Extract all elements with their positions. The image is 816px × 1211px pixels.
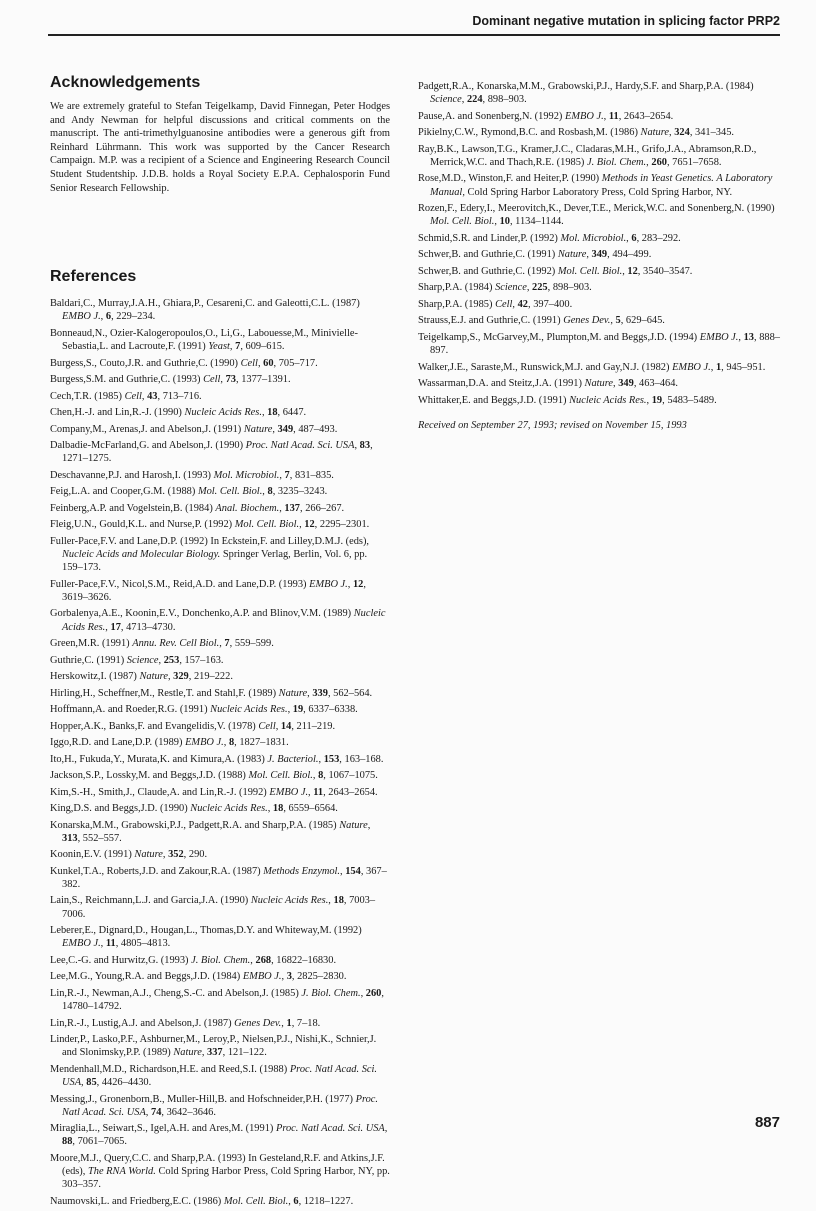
reference-journal: Cell bbox=[124, 390, 142, 402]
reference-pages: 2643–2654. bbox=[328, 786, 378, 798]
reference-journal: Mol. Cell. Biol. bbox=[430, 216, 495, 228]
reference-pages: 831–835. bbox=[294, 469, 334, 481]
reference-item: Cech,T.R. (1985) Cell, 43, 713–716. bbox=[50, 390, 202, 402]
reference-journal: Nucleic Acids Res. bbox=[184, 407, 262, 419]
reference-authors: Kunkel,T.A., Roberts,J.D. and Zakour,R.A. (1987) bbox=[50, 865, 261, 877]
reference-pages: 7–18. bbox=[296, 1017, 321, 1029]
reference-volume: 137 bbox=[284, 502, 300, 514]
reference-volume: 88 bbox=[62, 1136, 73, 1148]
reference-item: Hopper,A.K., Banks,F. and Evangelidis,V. (1978) Cell, 14, 211–219. bbox=[50, 720, 336, 732]
reference-pages: 3642–3646. bbox=[166, 1106, 216, 1118]
reference-authors: Mendenhall,M.D., Richardson,H.E. and Reed,S.I. (1988) bbox=[50, 1063, 288, 1075]
reference-volume: 349 bbox=[591, 249, 608, 261]
reference-pages: 487–493. bbox=[298, 423, 338, 435]
reference-item: Iggo,R.D. and Lane,D.P. (1989) EMBO J., 8, 1827–1831. bbox=[50, 737, 289, 749]
reference-volume: 12 bbox=[627, 265, 638, 277]
reference-journal: Nature bbox=[278, 687, 308, 699]
reference-item: Padgett,R.A., Konarska,M.M., Grabowski,P.J., Hardy,S.F. and Sharp,P.A. (1984) Science, 224, 898–903. bbox=[418, 81, 754, 106]
reference-pages: 2643–2654. bbox=[623, 110, 674, 122]
reference-volume: 1 bbox=[715, 361, 722, 373]
reference-volume: 8 bbox=[267, 486, 273, 498]
reference-volume: 8 bbox=[318, 770, 324, 782]
reference-authors: Walker,J.E., Saraste,M., Runswick,M.J. and Gay,N.J. (1982) bbox=[418, 361, 670, 373]
reference-volume: 352 bbox=[168, 849, 184, 861]
reference-volume: 224 bbox=[466, 94, 483, 106]
reference-journal: J. Biol. Chem. bbox=[301, 987, 361, 999]
reference-item: Burgess,S.M. and Guthrie,C. (1993) Cell, 73, 1377–1391. bbox=[50, 374, 291, 386]
reference-item: Lin,R.-J., Newman,A.J., Cheng,S.-C. and Abelson,J. (1985) J. Biol. Chem., 260, 14780–14792. bbox=[50, 987, 384, 1013]
reference-authors: Fuller-Pace,F.V. and Lane,D.P. (1992) In Eckstein,F. and Lilley,D.M.J. (eds), bbox=[50, 535, 370, 547]
reference-pages: 7651–7658. bbox=[672, 156, 722, 168]
reference-item bbox=[418, 172, 782, 198]
reference-item: Teigelkamp,S., McGarvey,M., Plumpton,M. and Beggs,J.D. (1994) EMBO J., 13, 888–897. bbox=[418, 331, 780, 357]
reference-journal: EMBO J. bbox=[309, 578, 348, 590]
reference-volume: 337 bbox=[207, 1047, 223, 1059]
page-number: 887 bbox=[754, 1114, 780, 1131]
reference-volume: 11 bbox=[105, 938, 116, 950]
reference-item bbox=[50, 1152, 390, 1192]
reference-volume: 6 bbox=[631, 232, 637, 244]
reference-volume: 154 bbox=[345, 865, 361, 877]
reference-volume: 85 bbox=[86, 1077, 97, 1088]
reference-volume: 7 bbox=[284, 469, 290, 481]
reference-journal: EMBO J. bbox=[242, 971, 282, 983]
reference-pages: 713–716. bbox=[162, 390, 202, 402]
reference-journal: EMBO J. bbox=[565, 110, 604, 122]
reference-authors: Ray,B.K., Lawson,T.G., Kramer,J.C., Cladaras,M.H., Grifo,J.A., Abramson,R.D., Merrick,W.C. and Thach,R.E. (1985) bbox=[418, 143, 757, 168]
reference-item bbox=[50, 535, 390, 575]
reference-authors: Kim,S.-H., Smith,J., Claude,A. and Lin,R.-J. (1992) bbox=[50, 786, 267, 798]
reference-item: Ito,H., Fukuda,Y., Murata,K. and Kimura,A. (1983) J. Bacteriol., 153, 163–168. bbox=[50, 753, 384, 765]
reference-item: Linder,P., Lasko,P.F., Ashburner,M., Leroy,P., Nielsen,P.J., Nishi,K., Schnier,J. and Slonimsky,P.P. (1989) Nature, 337, 121–122. bbox=[50, 1034, 377, 1059]
reference-volume: 1 bbox=[286, 1017, 292, 1029]
reference-pages: 1218–1227. bbox=[303, 1195, 354, 1207]
reference-list-right bbox=[418, 80, 782, 407]
reference-item: Koonin,E.V. (1991) Nature, 352, 290. bbox=[50, 849, 208, 861]
reference-pages: 945–951. bbox=[726, 361, 766, 373]
reference-item: Lee,M.G., Young,R.A. and Beggs,J.D. (1984) EMBO J., 3, 2825–2830. bbox=[50, 971, 347, 983]
reference-authors: Cech,T.R. (1985) bbox=[50, 390, 122, 402]
reference-journal: Nucleic Acids Res. bbox=[210, 704, 288, 716]
reference-pages: 888–897. bbox=[430, 331, 780, 357]
reference-authors: Fuller-Pace,F.V., Nicol,S.M., Reid,A.D. and Lane,D.P. (1993) bbox=[50, 578, 307, 590]
reference-item: Burgess,S., Couto,J.R. and Guthrie,C. (1990) Cell, 60, 705–717. bbox=[50, 357, 318, 369]
reference-volume: 260 bbox=[651, 156, 667, 168]
reference-journal: Mol. Microbiol. bbox=[213, 469, 280, 481]
reference-pages: 552–557. bbox=[82, 832, 122, 844]
reference-item: Bonneaud,N., Ozier-Kalogeropoulos,O., Li,G., Labouesse,M., Minivielle-Sebastia,L. and Lacroute,F. (1991) Yeast, 7, 609–615. bbox=[50, 327, 358, 353]
reference-journal: Proc. Natl Acad. Sci. USA bbox=[62, 1063, 377, 1088]
reference-authors: Sharp,P.A. (1984) bbox=[418, 282, 493, 294]
reference-journal: Proc. Natl Acad. Sci. USA bbox=[275, 1123, 385, 1135]
reference-journal: Mol. Cell. Biol. bbox=[223, 1195, 289, 1207]
reference-authors: Miraglia,L., Seiwart,S., Igel,A.H. and Ares,M. (1991) bbox=[50, 1123, 274, 1135]
reference-item: Feinberg,A.P. and Vogelstein,B. (1984) Anal. Biochem., 137, 266–267. bbox=[50, 502, 345, 514]
reference-authors: Lain,S., Reichmann,L.J. and Garcia,J.A. (1990) bbox=[50, 895, 249, 907]
reference-volume: 3 bbox=[286, 971, 292, 983]
reference-item: Feig,L.A. and Cooper,G.M. (1988) Mol. Cell. Biol., 8, 3235–3243. bbox=[50, 486, 328, 498]
reference-authors: Koonin,E.V. (1991) bbox=[50, 849, 132, 861]
reference-volume: 7 bbox=[224, 638, 230, 650]
reference-journal: Cell bbox=[240, 357, 258, 369]
reference-volume: 14 bbox=[280, 720, 292, 732]
reference-authors: Messing,J., Gronenborn,B., Muller-Hill,B. and Hofschneider,P.H. (1977) bbox=[50, 1093, 353, 1105]
reference-authors: Strauss,E.J. and Guthrie,C. (1991) bbox=[418, 315, 561, 327]
reference-item: Messing,J., Gronenborn,B., Muller-Hill,B. and Hofschneider,P.H. (1977) Proc. Natl Acad. Sci. USA, 74, 3642–3646. bbox=[50, 1093, 379, 1118]
reference-item: Lee,C.-G. and Hurwitz,G. (1993) J. Biol. Chem., 268, 16822–16830. bbox=[50, 954, 337, 966]
reference-journal: Science bbox=[495, 282, 527, 294]
reference-volume: 6 bbox=[293, 1195, 299, 1207]
reference-authors: Herskowitz,I. (1987) bbox=[50, 671, 137, 683]
reference-item: Gorbalenya,A.E., Koonin,E.V., Donchenko,A.P. and Blinov,V.M. (1989) Nucleic Acids Res., 17, 4713–4730. bbox=[50, 608, 386, 633]
reference-pages: Springer Verlag, Berlin, Vol. 6, pp. 159–173. bbox=[62, 548, 368, 574]
reference-journal: Nucleic Acids Res. bbox=[250, 895, 329, 907]
reference-journal: EMBO J. bbox=[699, 331, 739, 343]
reference-item: Wassarman,D.A. and Steitz,J.A. (1991) Nature, 349, 463–464. bbox=[418, 378, 678, 390]
reference-authors: Company,M., Arenas,J. and Abelson,J. (1991) bbox=[50, 423, 242, 435]
reference-authors: Ito,H., Fukuda,Y., Murata,K. and Kimura,A. (1983) bbox=[50, 753, 265, 765]
reference-authors: Feig,L.A. and Cooper,G.M. (1988) bbox=[50, 486, 196, 498]
reference-journal: Annu. Rev. Cell Biol. bbox=[132, 638, 220, 650]
reference-journal: Nature bbox=[134, 849, 163, 861]
reference-pages: 14780–14792. bbox=[62, 1001, 122, 1013]
reference-journal: Science bbox=[126, 654, 159, 666]
reference-pages: 4426–4430. bbox=[101, 1077, 152, 1088]
reference-volume: 339 bbox=[312, 687, 328, 699]
reference-pages: 562–564. bbox=[333, 687, 373, 699]
reference-authors: Teigelkamp,S., McGarvey,M., Plumpton,M. and Beggs,J.D. (1994) bbox=[418, 331, 698, 343]
reference-authors: Konarska,M.M., Grabowski,P.J., Padgett,R.A. and Sharp,P.A. (1985) bbox=[50, 819, 337, 831]
references-heading: References bbox=[50, 268, 137, 286]
reference-journal: Methods in Yeast Genetics. A Laboratory Manual, bbox=[430, 173, 773, 198]
header-rule bbox=[48, 34, 780, 36]
reference-item: Deschavanne,P.J. and Harosh,I. (1993) Mol. Microbiol., 7, 831–835. bbox=[50, 469, 334, 481]
reference-pages: 2825–2830. bbox=[297, 971, 347, 983]
reference-journal: Science bbox=[430, 94, 462, 106]
reference-pages: 1067–1075. bbox=[328, 770, 378, 782]
reference-item: Guthrie,C. (1991) Science, 253, 157–163. bbox=[50, 654, 224, 666]
reference-pages: 6447. bbox=[282, 407, 307, 419]
reference-volume: 74 bbox=[151, 1106, 162, 1118]
reference-authors: Linder,P., Lasko,P.F., Ashburner,M., Leroy,P., Nielsen,P.J., Nishi,K., Schnier,J. and Slonimsky,P.P. (1989) bbox=[50, 1034, 377, 1059]
reference-volume: 17 bbox=[110, 621, 121, 633]
reference-item: Konarska,M.M., Grabowski,P.J., Padgett,R.A. and Sharp,P.A. (1985) Nature, 313, 552–557. bbox=[50, 819, 371, 844]
reference-volume: 18 bbox=[272, 803, 284, 815]
reference-volume: 225 bbox=[532, 282, 548, 294]
reference-pages: 163–168. bbox=[344, 753, 384, 765]
reference-volume: 10 bbox=[499, 216, 510, 228]
reference-authors: Lin,R.-J., Lustig,A.J. and Abelson,J. (1987) bbox=[50, 1017, 232, 1029]
reference-journal: EMBO J. bbox=[269, 786, 309, 798]
reference-authors: Pause,A. and Sonenberg,N. (1992) bbox=[418, 110, 563, 122]
reference-item: Schwer,B. and Guthrie,C. (1992) Mol. Cell. Biol., 12, 3540–3547. bbox=[418, 265, 693, 277]
reference-volume: 5 bbox=[615, 315, 621, 327]
reference-journal: J. Biol. Chem. bbox=[587, 156, 647, 168]
reference-pages: 705–717. bbox=[278, 357, 318, 369]
reference-authors: Hoffmann,A. and Roeder,R.G. (1991) bbox=[50, 704, 208, 716]
reference-authors: Dalbadie-McFarland,G. and Abelson,J. (1990) bbox=[50, 440, 244, 452]
reference-pages: 4805–4813. bbox=[120, 938, 171, 950]
reference-pages: 3540–3547. bbox=[643, 265, 693, 277]
reference-pages: Cold Spring Harbor Laboratory Press, Cold Spring Harbor, NY. bbox=[467, 186, 733, 198]
reference-item: Baldari,C., Murray,J.A.H., Ghiara,P., Cesareni,C. and Galeotti,C.L. (1987) EMBO J., 6, 229–234. bbox=[50, 298, 360, 323]
reference-pages: 2295–2301. bbox=[319, 519, 370, 531]
reference-volume: 18 bbox=[267, 407, 278, 419]
reference-authors: Jackson,S.P., Lossky,M. and Beggs,J.D. (1988) bbox=[50, 770, 246, 782]
reference-volume: 253 bbox=[163, 654, 180, 666]
reference-journal: J. Bacteriol. bbox=[267, 753, 319, 765]
reference-journal: Genes Dev. bbox=[234, 1017, 282, 1029]
reference-volume: 324 bbox=[674, 127, 690, 139]
reference-journal: Proc. Natl Acad. Sci. USA bbox=[62, 1093, 379, 1118]
reference-item: Ray,B.K., Lawson,T.G., Kramer,J.C., Cladaras,M.H., Grifo,J.A., Abramson,R.D., Merrick,W.C. and Thach,R.E. (1985) J. Biol. Chem., 260, 7651–7658. bbox=[418, 143, 757, 168]
reference-authors: Rozen,F., Edery,I., Meerovitch,K., Dever,T.E., Merick,W.C. and Sonenberg,N. (1990) bbox=[418, 203, 775, 215]
reference-item: Dalbadie-McFarland,G. and Abelson,J. (1990) Proc. Natl Acad. Sci. USA, 83, 1271–1275. bbox=[50, 440, 373, 465]
reference-volume: 12 bbox=[304, 519, 315, 531]
reference-volume: 19 bbox=[651, 394, 663, 406]
reference-journal: Nature bbox=[243, 423, 273, 435]
reference-journal: Nature bbox=[339, 819, 368, 831]
reference-pages: 1271–1275. bbox=[62, 453, 112, 465]
reference-volume: 43 bbox=[147, 390, 158, 402]
reference-authors: Deschavanne,P.J. and Harosh,I. (1993) bbox=[50, 469, 212, 481]
reference-authors: Leberer,E., Dignard,D., Hougan,L., Thomas,D.Y. and Whiteway,M. (1992) bbox=[50, 925, 362, 937]
reference-journal: Nature bbox=[584, 378, 614, 390]
reference-authors: Naumovski,L. and Friedberg,E.C. (1986) bbox=[50, 1195, 222, 1207]
reference-volume: 19 bbox=[292, 704, 304, 716]
reference-item: Hoffmann,A. and Roeder,R.G. (1991) Nucleic Acids Res., 19, 6337–6338. bbox=[50, 704, 358, 716]
reference-volume: 8 bbox=[228, 737, 235, 749]
reference-authors: Green,M.R. (1991) bbox=[50, 638, 130, 650]
reference-pages: 341–345. bbox=[695, 127, 734, 139]
reference-pages: 4713–4730. bbox=[126, 621, 176, 633]
reference-pages: 121–122. bbox=[227, 1047, 267, 1059]
reference-authors: Iggo,R.D. and Lane,D.P. (1989) bbox=[50, 737, 183, 749]
reference-journal: Proc. Natl Acad. Sci. USA bbox=[245, 440, 355, 452]
reference-pages: 5483–5489. bbox=[667, 394, 717, 406]
reference-item: Pikielny,C.W., Rymond,B.C. and Rosbash,M. (1986) Nature, 324, 341–345. bbox=[418, 127, 734, 139]
reference-authors: Chen,H.-J. and Lin,R.-J. (1990) bbox=[50, 407, 182, 419]
reference-journal: Yeast bbox=[208, 341, 230, 353]
reference-item: Pause,A. and Sonenberg,N. (1992) EMBO J., 11, 2643–2654. bbox=[418, 110, 674, 122]
reference-pages: 1377–1391. bbox=[241, 374, 291, 386]
reference-authors: Padgett,R.A., Konarska,M.M., Grabowski,P.J., Hardy,S.F. and Sharp,P.A. (1984) bbox=[418, 81, 754, 92]
reference-pages: 3235–3243. bbox=[277, 486, 328, 498]
reference-authors: Feinberg,A.P. and Vogelstein,B. (1984) bbox=[50, 502, 213, 514]
reference-pages: 7061–7065. bbox=[77, 1136, 127, 1148]
reference-pages: 898–903. bbox=[552, 282, 592, 294]
reference-journal: Nucleic Acids Res. bbox=[62, 608, 386, 633]
reference-pages: 157–163. bbox=[184, 654, 224, 666]
reference-journal: The RNA World. bbox=[87, 1166, 156, 1178]
reference-volume: 268 bbox=[255, 954, 272, 966]
reference-item: Jackson,S.P., Lossky,M. and Beggs,J.D. (1988) Mol. Cell. Biol., 8, 1067–1075. bbox=[50, 770, 378, 782]
reference-authors: Sharp,P.A. (1985) bbox=[418, 298, 493, 310]
reference-volume: 260 bbox=[365, 987, 382, 999]
reference-volume: 329 bbox=[173, 671, 189, 683]
reference-item: Fuller-Pace,F.V., Nicol,S.M., Reid,A.D. and Lane,D.P. (1993) EMBO J., 12, 3619–3626. bbox=[50, 578, 366, 603]
reference-pages: 211–219. bbox=[296, 720, 336, 732]
reference-authors: Bonneaud,N., Ozier-Kalogeropoulos,O., Li,G., Labouesse,M., Minivielle-Sebastia,L. and Lacroute,F. (1991) bbox=[50, 327, 358, 353]
reference-item: Green,M.R. (1991) Annu. Rev. Cell Biol., 7, 559–599. bbox=[50, 638, 274, 650]
reference-authors: Lin,R.-J., Newman,A.J., Cheng,S.-C. and Abelson,J. (1985) bbox=[50, 987, 299, 999]
reference-pages: 266–267. bbox=[305, 502, 345, 514]
reference-authors: Hopper,A.K., Banks,F. and Evangelidis,V. (1978) bbox=[50, 720, 256, 732]
reference-authors: Moore,M.J., Query,C.C. and Sharp,P.A. (1993) In Gesteland,R.F. and Atkins,J.F. (eds), bbox=[50, 1152, 385, 1178]
reference-item: Schmid,S.R. and Linder,P. (1992) Mol. Microbiol., 6, 283–292. bbox=[418, 232, 681, 244]
reference-journal: Nucleic Acids Res. bbox=[569, 394, 647, 406]
reference-pages: 559–599. bbox=[234, 638, 274, 650]
reference-journal: Nature bbox=[139, 671, 168, 683]
reference-item: Strauss,E.J. and Guthrie,C. (1991) Genes Dev., 5, 629–645. bbox=[418, 315, 665, 327]
reference-journal: Nature bbox=[173, 1047, 202, 1059]
reference-journal: Nature bbox=[557, 249, 587, 261]
reference-journal: EMBO J. bbox=[62, 938, 101, 950]
reference-volume: 313 bbox=[62, 832, 78, 844]
reference-pages: 463–464. bbox=[639, 378, 678, 390]
reference-journal: Anal. Biochem. bbox=[215, 502, 280, 514]
reference-pages: 219–222. bbox=[193, 671, 233, 683]
reference-pages: 494–499. bbox=[612, 249, 652, 261]
reference-authors: Pikielny,C.W., Rymond,B.C. and Rosbash,M. (1986) bbox=[418, 127, 638, 139]
reference-item: Hirling,H., Scheffner,M., Restle,T. and Stahl,F. (1989) Nature, 339, 562–564. bbox=[50, 687, 373, 699]
reference-journal: Mol. Cell. Biol. bbox=[248, 770, 313, 782]
reference-authors: Guthrie,C. (1991) bbox=[50, 654, 125, 666]
reference-journal: Mol. Cell. Biol. bbox=[197, 486, 263, 498]
reference-item: Lain,S., Reichmann,L.J. and Garcia,J.A. (1990) Nucleic Acids Res., 18, 7003–7006. bbox=[50, 895, 376, 920]
reference-journal: Cell bbox=[495, 298, 513, 310]
reference-journal: EMBO J. bbox=[62, 311, 101, 323]
reference-pages: 1134–1144. bbox=[515, 216, 564, 228]
reference-volume: 349 bbox=[277, 423, 294, 435]
reference-journal: EMBO J. bbox=[672, 361, 711, 373]
reference-authors: Rose,M.D., Winston,F. and Heiter,P. (1990) bbox=[418, 173, 600, 185]
reference-authors: Schmid,S.R. and Linder,P. (1992) bbox=[418, 232, 558, 244]
running-title: Dominant negative mutation in splicing factor PRP2 bbox=[472, 14, 780, 28]
reference-pages: 6337–6338. bbox=[308, 704, 358, 716]
reference-pages: 367–382. bbox=[62, 865, 387, 890]
reference-journal: J. Biol. Chem. bbox=[191, 954, 251, 966]
reference-journal: Nucleic Acids and Molecular Biology. bbox=[62, 548, 221, 560]
reference-pages: 7003–7006. bbox=[62, 895, 376, 920]
reference-pages: 283–292. bbox=[641, 232, 681, 244]
reference-item: Chen,H.-J. and Lin,R.-J. (1990) Nucleic Acids Res., 18, 6447. bbox=[50, 407, 307, 419]
reference-authors: Fleig,U.N., Gould,K.L. and Nurse,P. (1992) bbox=[50, 519, 233, 531]
reference-pages: 229–234. bbox=[116, 311, 156, 323]
reference-pages: 6559–6564. bbox=[288, 803, 338, 815]
reference-volume: 6 bbox=[105, 311, 112, 323]
reference-pages: Cold Spring Harbor Press, Cold Spring Harbor, NY, pp. 303–357. bbox=[62, 1166, 390, 1191]
reference-volume: 42 bbox=[517, 298, 528, 310]
reference-item: Miraglia,L., Seiwart,S., Igel,A.H. and Ares,M. (1991) Proc. Natl Acad. Sci. USA, 88, 7061–7065. bbox=[50, 1123, 388, 1148]
acknowledgements-text: We are extremely grateful to Stefan Teigelkamp, David Finnegan, Peter Hodges and Andy Newman for helpful discussions and critical comments on the manuscript. The anti-trimethylguanosine antibodies were a generous gift from Reinhard Lührmann. This work was supported by the Cancer Research Campaign. M.P. was a recipient of a Science and Engineering Research Council Student Studentship. J.D.B. holds a Royal Society E.P.A. Cephalosporin Fund Senior Research Fellowship. bbox=[50, 101, 390, 194]
reference-item: Walker,J.E., Saraste,M., Runswick,M.J. and Gay,N.J. (1982) EMBO J., 1, 945–951. bbox=[418, 361, 766, 373]
reference-item: King,D.S. and Beggs,J.D. (1990) Nucleic Acids Res., 18, 6559–6564. bbox=[50, 803, 338, 815]
reference-authors: Lee,C.-G. and Hurwitz,G. (1993) bbox=[50, 954, 189, 966]
reference-authors: King,D.S. and Beggs,J.D. (1990) bbox=[50, 803, 188, 815]
reference-volume: 18 bbox=[333, 895, 344, 907]
reference-authors: Gorbalenya,A.E., Koonin,E.V., Donchenko,A.P. and Blinov,V.M. (1989) bbox=[50, 608, 352, 620]
reference-journal: Nature bbox=[640, 127, 670, 139]
reference-item: Kim,S.-H., Smith,J., Claude,A. and Lin,R.-J. (1992) EMBO J., 11, 2643–2654. bbox=[50, 786, 378, 798]
reference-pages: 290. bbox=[188, 849, 208, 861]
reference-item: Naumovski,L. and Friedberg,E.C. (1986) Mol. Cell. Biol., 6, 1218–1227. bbox=[50, 1195, 354, 1207]
reference-volume: 11 bbox=[313, 786, 324, 798]
reference-journal: Mol. Cell. Biol. bbox=[557, 265, 623, 277]
reference-authors: Baldari,C., Murray,J.A.H., Ghiara,P., Cesareni,C. and Galeotti,C.L. (1987) bbox=[50, 298, 360, 310]
right-column bbox=[418, 80, 782, 432]
reference-volume: 73 bbox=[225, 374, 236, 386]
reference-item: Sharp,P.A. (1984) Science, 225, 898–903. bbox=[418, 282, 592, 294]
reference-item: Rozen,F., Edery,I., Meerovitch,K., Dever,T.E., Merick,W.C. and Sonenberg,N. (1990) Mol. Cell. Biol., 10, 1134–1144. bbox=[418, 203, 775, 228]
reference-volume: 153 bbox=[323, 753, 340, 765]
reference-pages: 629–645. bbox=[625, 315, 665, 327]
reference-item: Leberer,E., Dignard,D., Hougan,L., Thomas,D.Y. and Whiteway,M. (1992) EMBO J., 11, 4805–4813. bbox=[50, 925, 362, 950]
reference-item: Lin,R.-J., Lustig,A.J. and Abelson,J. (1987) Genes Dev., 1, 7–18. bbox=[50, 1017, 321, 1029]
reference-pages: 397–400. bbox=[533, 298, 573, 310]
reference-authors: Whittaker,E. and Beggs,J.D. (1991) bbox=[418, 394, 567, 406]
reference-item: Whittaker,E. and Beggs,J.D. (1991) Nucleic Acids Res., 19, 5483–5489. bbox=[418, 394, 717, 406]
reference-item: Schwer,B. and Guthrie,C. (1991) Nature, 349, 494–499. bbox=[418, 249, 652, 261]
reference-item: Fleig,U.N., Gould,K.L. and Nurse,P. (1992) Mol. Cell. Biol., 12, 2295–2301. bbox=[50, 519, 370, 531]
reference-journal: Cell bbox=[203, 374, 221, 386]
reference-volume: 13 bbox=[743, 331, 754, 343]
reference-volume: 349 bbox=[618, 378, 634, 390]
reference-journal: Genes Dev. bbox=[563, 315, 611, 327]
reference-pages: 16822–16830. bbox=[276, 954, 337, 966]
reference-authors: Burgess,S.M. and Guthrie,C. (1993) bbox=[50, 374, 201, 386]
reference-pages: 3619–3626. bbox=[62, 591, 112, 603]
reference-journal: Mol. Microbiol. bbox=[560, 232, 627, 244]
reference-authors: Burgess,S., Couto,J.R. and Guthrie,C. (1990) bbox=[50, 357, 238, 369]
acknowledgements-heading: Acknowledgements bbox=[50, 74, 201, 91]
reference-authors: Wassarman,D.A. and Steitz,J.A. (1991) bbox=[418, 378, 582, 390]
reference-journal: EMBO J. bbox=[185, 737, 224, 749]
reference-item: Sharp,P.A. (1985) Cell, 42, 397–400. bbox=[418, 298, 573, 310]
left-column bbox=[50, 74, 390, 1211]
reference-journal: Mol. Cell. Biol. bbox=[234, 519, 300, 531]
reference-pages: 1827–1831. bbox=[239, 737, 289, 749]
reference-authors: Schwer,B. and Guthrie,C. (1991) bbox=[418, 249, 556, 261]
reference-journal: Methods Enzymol. bbox=[263, 865, 341, 877]
reference-list-left bbox=[50, 297, 390, 1208]
reference-pages: 609–615. bbox=[245, 341, 285, 353]
reference-item: Kunkel,T.A., Roberts,J.D. and Zakour,R.A. (1987) Methods Enzymol., 154, 367–382. bbox=[50, 865, 387, 890]
received-note: Received on September 27, 1993; revised on November 15, 1993 bbox=[418, 419, 687, 431]
reference-journal: Nucleic Acids Res. bbox=[190, 803, 268, 815]
reference-item: Herskowitz,I. (1987) Nature, 329, 219–222. bbox=[50, 671, 233, 683]
reference-pages: 898–903. bbox=[487, 94, 527, 106]
reference-item: Mendenhall,M.D., Richardson,H.E. and Reed,S.I. (1988) Proc. Natl Acad. Sci. USA, 85, 4426–4430. bbox=[50, 1063, 377, 1088]
reference-volume: 60 bbox=[263, 357, 274, 369]
reference-authors: Hirling,H., Scheffner,M., Restle,T. and Stahl,F. (1989) bbox=[50, 687, 277, 699]
reference-item: Company,M., Arenas,J. and Abelson,J. (1991) Nature, 349, 487–493. bbox=[50, 423, 338, 435]
reference-journal: Cell bbox=[258, 720, 276, 732]
reference-volume: 12 bbox=[352, 578, 364, 590]
reference-volume: 7 bbox=[235, 341, 241, 353]
reference-volume: 11 bbox=[608, 110, 619, 122]
reference-volume: 83 bbox=[359, 440, 371, 452]
reference-authors: Lee,M.G., Young,R.A. and Beggs,J.D. (1984) bbox=[50, 971, 241, 983]
reference-authors: Schwer,B. and Guthrie,C. (1992) bbox=[418, 265, 556, 277]
